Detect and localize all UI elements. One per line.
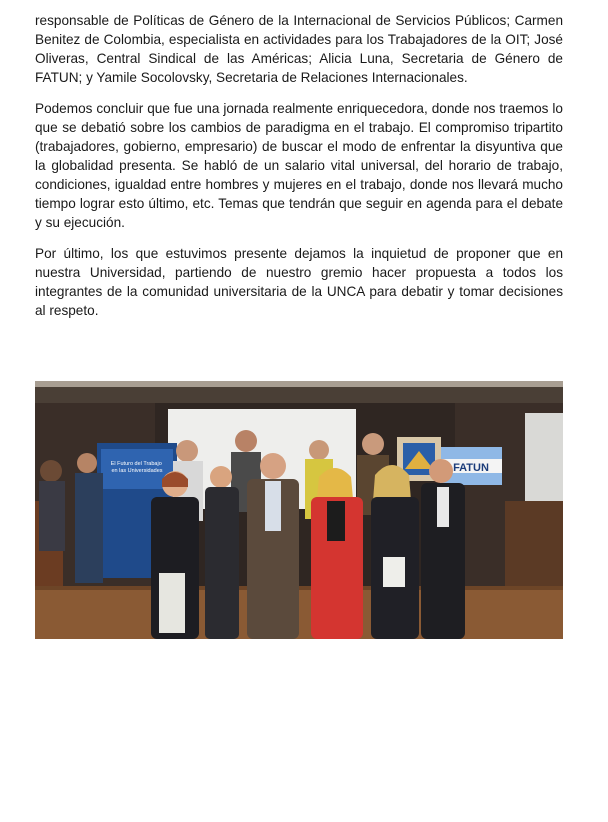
paragraph-3: Por último, los que estuvimos presente dejamos la inquietud de proponer que en nuestra Universidad, partiendo de nuestro gremio hacer propuesta a todos los integrantes de la comunidad universitaria de la UNCA para debatir y tomar decisiones al respeto. [35, 246, 563, 318]
document-page [35, 11, 563, 332]
poster-title: El Futuro del Trabajo en las Universidades [110, 461, 163, 474]
group-photo-illustration [35, 381, 563, 639]
paragraph-2: Podemos concluir que fue una jornada realmente enriquecedora, donde nos traemos lo que se debatió sobre los cambios de paradigma en el trabajo. El compromiso tripartito (trabajadores, gobierno, empresario) de buscar el modo de enfrentar la disyuntiva que la globalidad presenta. Se habló de un salario vital universal, del horario de trabajo, condiciones, igualdad entre hombres y mujeres en el trabajo, donde nos llevará mucho tiempo lograr esto último, etc. Temas que tendrán que seguir en agenda para el debate y su ejecución. [35, 101, 563, 230]
fatun-banner-text: FATUN [453, 462, 489, 474]
group-photo [35, 381, 563, 639]
side-screen [525, 413, 563, 503]
paragraph-1: responsable de Políticas de Género de la Internacional de Servicios Públicos; Carmen Benitez de Colombia, especialista en actividades para los Trabajadores de la OIT; José Oliveras, Central Sindical de las Américas; Alicia Luna, Secretaria de Género de FATUN; y Yamile Socolovsky, Secretaria de Relaciones Internacionales. [35, 13, 563, 85]
